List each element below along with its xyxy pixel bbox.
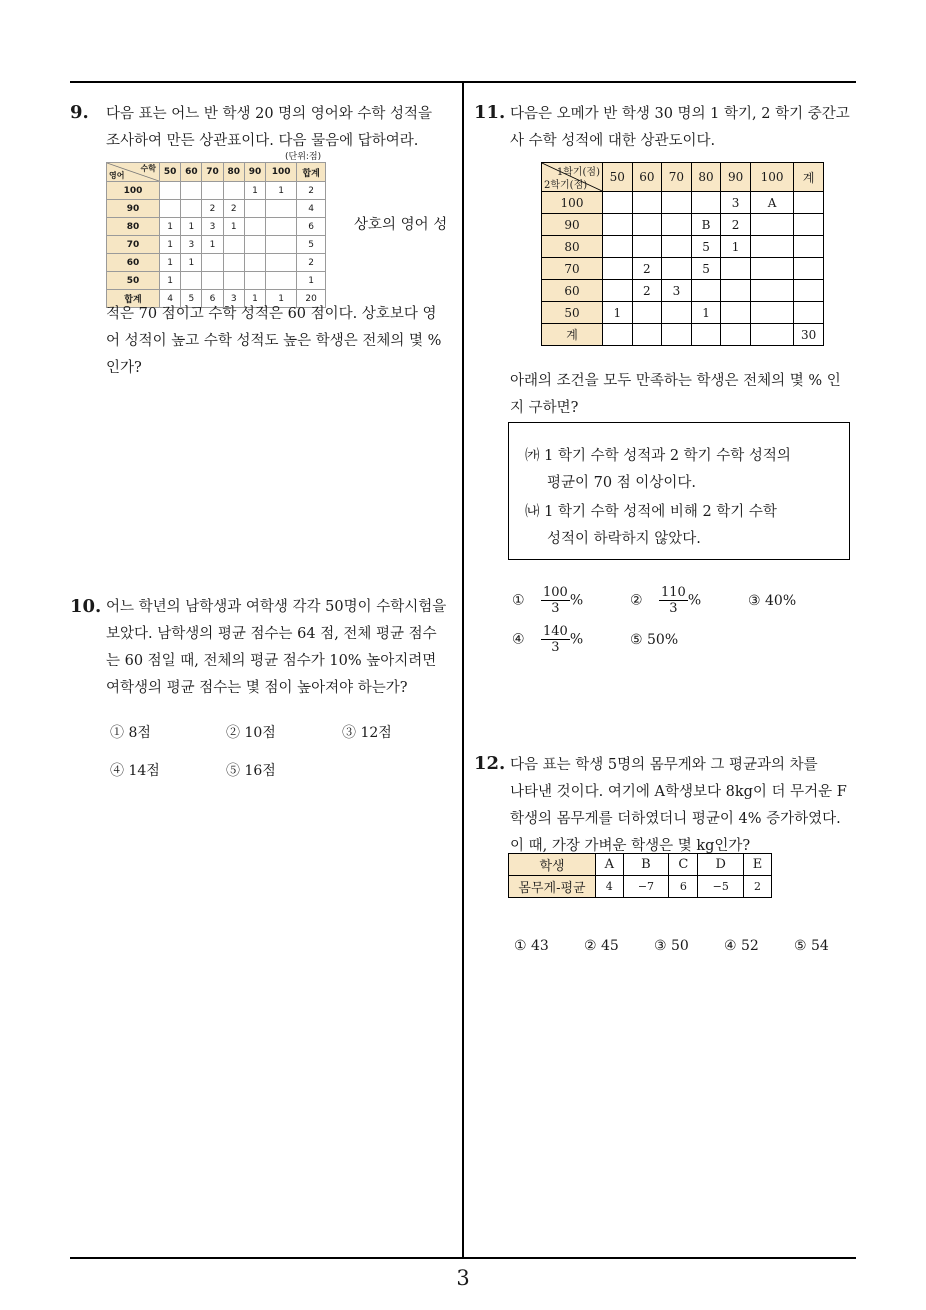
- q11-table-cell: [632, 302, 662, 324]
- q9-side-text: 상호의 영어 성: [354, 217, 448, 233]
- q9-table-row-label: 합계: [107, 290, 160, 308]
- q11-table-row-label: 50: [542, 302, 603, 324]
- q11-option-4-fraction: [541, 624, 570, 655]
- q12-weight-table: [508, 853, 772, 898]
- q11-table-row-label: 계: [542, 324, 603, 346]
- q11-col-header: 70: [662, 163, 692, 192]
- q11-option-2-denominator: 3: [669, 601, 678, 616]
- q11-table-cell: [721, 302, 751, 324]
- q12-option-5[interactable]: ⑤ 54: [794, 938, 829, 954]
- q11-table-cell: [632, 324, 662, 346]
- q11-condition-2a: ㈏ 1 학기 수학 성적에 비해 2 학기 수학: [525, 504, 777, 520]
- q12-head-cell: D: [698, 854, 744, 876]
- q12-row-label: 몸무게-평균: [509, 876, 596, 898]
- q9-table-cell: 1: [181, 218, 202, 236]
- q11-table-body: [542, 192, 824, 346]
- q11-table-cell: [632, 214, 662, 236]
- q11-corner-bottom: 2학기(점): [544, 180, 588, 191]
- q9-table-row-label: 80: [107, 218, 160, 236]
- q11-line1: 다음은 오메가 반 학생 30 명의 1 학기, 2 학기 중간고: [510, 106, 850, 122]
- q9-table-cell: 3: [202, 218, 223, 236]
- q12-value-cell: 2: [744, 876, 772, 898]
- q9-table-cell: 4: [297, 200, 326, 218]
- q11-table-cell: [603, 192, 633, 214]
- q9-table-cell: [223, 182, 244, 200]
- q9-table-cell: 6: [297, 218, 326, 236]
- q9-col-header: 합계: [297, 163, 326, 182]
- q9-table-cell: 5: [297, 236, 326, 254]
- q10-option-5[interactable]: ⑤ 16점: [226, 763, 276, 779]
- q9-corner-bottom: 영어: [109, 171, 125, 180]
- q9-table-cell: [266, 254, 297, 272]
- q11-option-1-mark: ①: [512, 592, 525, 609]
- q9-table-row: [107, 272, 326, 290]
- q9-col-header: 60: [181, 163, 202, 182]
- q11-table-cell: 5: [691, 258, 721, 280]
- q11-option-3[interactable]: ③ 40%: [748, 593, 797, 609]
- q11-condition-1b: 평균이 70 점 이상이다.: [547, 475, 696, 491]
- q11-table-cell: [794, 258, 824, 280]
- q11-option-2-fraction: [659, 585, 688, 616]
- q9-table-row-label: 70: [107, 236, 160, 254]
- q9-question: [106, 101, 432, 155]
- page-number: 3: [456, 1266, 470, 1290]
- q11-number: 11.: [474, 102, 506, 123]
- q9-col-header: 80: [223, 163, 244, 182]
- q9-table-cell: 20: [297, 290, 326, 308]
- q9-correlation-table: [106, 162, 326, 308]
- q10-question: [106, 594, 446, 702]
- q10-option-3[interactable]: ③ 12점: [342, 725, 392, 741]
- q10-option-4[interactable]: ④ 14점: [110, 763, 160, 779]
- q9-table-cell: 1: [202, 236, 223, 254]
- q9-table-row-label: 50: [107, 272, 160, 290]
- q9-table-cell: [202, 254, 223, 272]
- q12-line4: 이 때, 가장 가벼운 학생은 몇 kg인가?: [510, 838, 751, 854]
- q11-condition-2b: 성적이 하락하지 않았다.: [547, 531, 701, 547]
- q9-col-header: 100: [266, 163, 297, 182]
- q9-line1: 다음 표는 어느 반 학생 20 명의 영어와 수학 성적을: [106, 106, 433, 122]
- q11-table-cell: [794, 280, 824, 302]
- q9-corner-top: 수학: [140, 164, 156, 173]
- q9-col-header: 90: [244, 163, 265, 182]
- q9-table-row: [107, 200, 326, 218]
- q12-value-cell: −7: [623, 876, 669, 898]
- q12-head-cell: E: [744, 854, 772, 876]
- q11-table-cell: [662, 302, 692, 324]
- q9-table-cell: [181, 272, 202, 290]
- q11-condition-1a: ㈎ 1 학기 수학 성적과 2 학기 수학 성적의: [525, 448, 791, 464]
- q10-option-1[interactable]: ① 8점: [110, 725, 151, 741]
- q11-table-row-label: 100: [542, 192, 603, 214]
- q9-table-cell: 1: [266, 182, 297, 200]
- q11-table-cell: [794, 236, 824, 258]
- q11-table-cell: [691, 324, 721, 346]
- q11-table-cell: [794, 302, 824, 324]
- q11-col-header: 100: [750, 163, 793, 192]
- q9-line3: 적은 70 점이고 수학 성적은 60 점이다. 상호보다 영: [106, 306, 437, 322]
- q9-table-cell: [223, 254, 244, 272]
- q11-table-cell: [691, 192, 721, 214]
- q9-table-row-label: 60: [107, 254, 160, 272]
- q11-table-cell: [794, 214, 824, 236]
- q12-head-cell: C: [669, 854, 698, 876]
- q9-table-cell: 6: [202, 290, 223, 308]
- q9-unit: (단위:점): [285, 152, 322, 162]
- q9-table-row: [107, 236, 326, 254]
- q11-correlation-table: [541, 162, 824, 346]
- q9-table-row: [107, 182, 326, 200]
- q12-line2: 나타낸 것이다. 여기에 A학생보다 8kg이 더 무거운 F: [510, 784, 847, 800]
- q11-table-cell: [750, 324, 793, 346]
- q9-table-row: [107, 218, 326, 236]
- q12-option-1[interactable]: ① 43: [514, 938, 549, 954]
- q11-table-cell: [603, 214, 633, 236]
- q11-option-1-denominator: 3: [551, 601, 560, 616]
- q9-line5: 인가?: [106, 360, 142, 376]
- q11-table-cell: [603, 280, 633, 302]
- q9-table-cell: 1: [244, 290, 265, 308]
- q11-col-header: 60: [632, 163, 662, 192]
- q9-table-cell: [202, 272, 223, 290]
- q11-table-row: [542, 324, 824, 346]
- q11-table-cell: [662, 258, 692, 280]
- q11-table-cell: 2: [632, 258, 662, 280]
- q11-table-cell: [691, 280, 721, 302]
- q11-table-cell: [750, 258, 793, 280]
- q11-table-cell: 30: [794, 324, 824, 346]
- q9-table-cell: [244, 254, 265, 272]
- q9-table-cell: 1: [297, 272, 326, 290]
- q11-option-4-numerator: 140: [543, 624, 568, 639]
- q11-table-row: [542, 214, 824, 236]
- q11-table-cell: [662, 192, 692, 214]
- q9-table-row-label: 90: [107, 200, 160, 218]
- q11-option-2[interactable]: [630, 585, 701, 616]
- q11-table-cell: 2: [721, 214, 751, 236]
- q10-line1: 어느 학년의 남학생과 여학생 각각 50명이 수학시험을: [106, 599, 447, 615]
- q11-condition-1: [525, 443, 791, 497]
- q9-table-cell: [244, 272, 265, 290]
- q12-question: [510, 752, 847, 860]
- q11-table-cell: [603, 258, 633, 280]
- q9-table-cell: [160, 200, 181, 218]
- q9-table-cell: 1: [160, 236, 181, 254]
- q11-table-row: [542, 258, 824, 280]
- q11-table-cell: 1: [721, 236, 751, 258]
- q11-option-5[interactable]: ⑤ 50%: [630, 632, 679, 648]
- q11-table-cell: 5: [691, 236, 721, 258]
- q11-table-row-label: 60: [542, 280, 603, 302]
- q12-value-cell: −5: [698, 876, 744, 898]
- q11-table-cell: [632, 236, 662, 258]
- q9-table-cell: 2: [297, 254, 326, 272]
- q11-option-4-unit: %: [569, 631, 584, 648]
- q11-table-cell: [750, 280, 793, 302]
- q12-option-3[interactable]: ③ 50: [654, 938, 689, 954]
- q11-option-4-mark: ④: [512, 631, 525, 648]
- q11-table-cell: [721, 258, 751, 280]
- q11-line2: 사 수학 성적에 대한 상관도이다.: [510, 133, 716, 149]
- q9-table-cell: 1: [160, 254, 181, 272]
- q9-table-cell: [181, 182, 202, 200]
- q11-conditions-box: [508, 422, 850, 560]
- q11-question-cont: [510, 368, 841, 422]
- q11-table-cell: [794, 192, 824, 214]
- q9-table-cell: [244, 236, 265, 254]
- q11-table-cell: [750, 236, 793, 258]
- q12-line1: 다음 표는 학생 5명의 몸무게와 그 평균과의 차를: [510, 757, 818, 773]
- q9-table-cell: [244, 218, 265, 236]
- q10-line4: 여학생의 평균 점수는 몇 점이 높아져야 하는가?: [106, 680, 408, 696]
- q11-col-header: 50: [603, 163, 633, 192]
- q9-corner-cell: [107, 163, 160, 182]
- q11-table-cell: [721, 280, 751, 302]
- q9-number: 9.: [70, 102, 89, 123]
- q11-condition-2: [525, 499, 777, 553]
- q9-table-cell: 5: [181, 290, 202, 308]
- q11-table-cell: 3: [721, 192, 751, 214]
- q11-col-header: 80: [691, 163, 721, 192]
- q11-line3: 아래의 조건을 모두 만족하는 학생은 전체의 몇 % 인: [510, 373, 841, 389]
- q11-table-cell: 1: [603, 302, 633, 324]
- q9-table-cell: [202, 182, 223, 200]
- q9-table-cell: [266, 272, 297, 290]
- q11-table-cell: [662, 214, 692, 236]
- q11-table-row-label: 90: [542, 214, 603, 236]
- q11-table-row: [542, 280, 824, 302]
- q9-table-cell: [266, 200, 297, 218]
- q11-table-cell: A: [750, 192, 793, 214]
- q9-table-cell: [266, 236, 297, 254]
- q9-table-cell: 2: [202, 200, 223, 218]
- q9-table-cell: 1: [181, 254, 202, 272]
- q11-col-header: 계: [794, 163, 824, 192]
- q9-table-body: [107, 182, 326, 308]
- q12-value-cell: 6: [669, 876, 698, 898]
- q11-table-cell: 1: [691, 302, 721, 324]
- q9-table-cell: [266, 218, 297, 236]
- q12-head-cell: 학생: [509, 854, 596, 876]
- q11-table-row-label: 80: [542, 236, 603, 258]
- q9-table-cell: 1: [244, 182, 265, 200]
- q12-value-cell: 4: [596, 876, 624, 898]
- q11-option-2-mark: ②: [630, 592, 643, 609]
- q11-option-4-denominator: 3: [551, 640, 560, 655]
- q11-table-row-label: 70: [542, 258, 603, 280]
- q9-table-cell: 4: [160, 290, 181, 308]
- q10-number: 10.: [70, 596, 102, 617]
- q11-table-cell: [662, 324, 692, 346]
- q9-table-cell: 3: [181, 236, 202, 254]
- q9-table-cell: 2: [223, 200, 244, 218]
- q9-table-cell: 1: [266, 290, 297, 308]
- q9-table-cell: [244, 200, 265, 218]
- q10-line3: 는 60 점일 때, 전체의 평균 점수가 10% 높아지려면: [106, 653, 437, 669]
- q9-table-cell: 2: [297, 182, 326, 200]
- q12-number: 12.: [474, 753, 506, 774]
- q11-table-cell: 3: [662, 280, 692, 302]
- q11-option-1[interactable]: [512, 585, 583, 616]
- q11-table-row: [542, 192, 824, 214]
- q11-line4: 지 구하면?: [510, 400, 579, 416]
- q12-option-4[interactable]: ④ 52: [724, 938, 759, 954]
- q11-table-cell: [750, 214, 793, 236]
- bottom-rule: [70, 1257, 856, 1259]
- q9-line4: 어 성적이 높고 수학 성적도 높은 학생은 전체의 몇 %: [106, 333, 442, 349]
- q9-table-cell: [181, 200, 202, 218]
- q12-head-cell: A: [596, 854, 624, 876]
- q11-option-1-numerator: 100: [543, 585, 568, 600]
- q9-table-cell: [223, 236, 244, 254]
- q11-table-cell: [603, 324, 633, 346]
- q11-col-header: 90: [721, 163, 751, 192]
- q12-head-cell: B: [623, 854, 669, 876]
- q11-table-row: [542, 236, 824, 258]
- q11-table-cell: [662, 236, 692, 258]
- q9-table-cell: [223, 272, 244, 290]
- q11-table-cell: 2: [632, 280, 662, 302]
- q9-col-header: 50: [160, 163, 181, 182]
- q9-table-cell: 1: [223, 218, 244, 236]
- q9-table-row: [107, 254, 326, 272]
- q9-question-cont: [106, 301, 441, 382]
- q11-table-cell: [721, 324, 751, 346]
- q10-line2: 보았다. 남학생의 평균 점수는 64 점, 전체 평균 점수: [106, 626, 437, 642]
- q11-question: [510, 101, 850, 155]
- q10-option-2[interactable]: ② 10점: [226, 725, 276, 741]
- q11-option-4[interactable]: [512, 624, 583, 655]
- q11-table-cell: B: [691, 214, 721, 236]
- q11-option-1-unit: %: [569, 592, 584, 609]
- q9-line2: 조사하여 만든 상관표이다. 다음 물음에 답하여라.: [106, 133, 419, 149]
- column-divider: [462, 83, 464, 1257]
- q12-line3: 학생의 몸무게를 더하였더니 평균이 4% 증가하였다.: [510, 811, 841, 827]
- q11-corner-cell: [542, 163, 603, 192]
- q11-table-row: [542, 302, 824, 324]
- q9-table-cell: 1: [160, 218, 181, 236]
- q9-col-header: 70: [202, 163, 223, 182]
- q12-option-2[interactable]: ② 45: [584, 938, 619, 954]
- q11-option-1-fraction: [541, 585, 570, 616]
- q11-corner-top: 1학기(점): [556, 167, 600, 178]
- q9-table-cell: 3: [223, 290, 244, 308]
- q11-table-cell: [632, 192, 662, 214]
- q9-table-row-label: 100: [107, 182, 160, 200]
- q9-table-cell: [160, 182, 181, 200]
- q9-table-cell: 1: [160, 272, 181, 290]
- q11-table-cell: [750, 302, 793, 324]
- q11-table-cell: [603, 236, 633, 258]
- q11-option-2-numerator: 110: [661, 585, 686, 600]
- q11-option-2-unit: %: [687, 592, 702, 609]
